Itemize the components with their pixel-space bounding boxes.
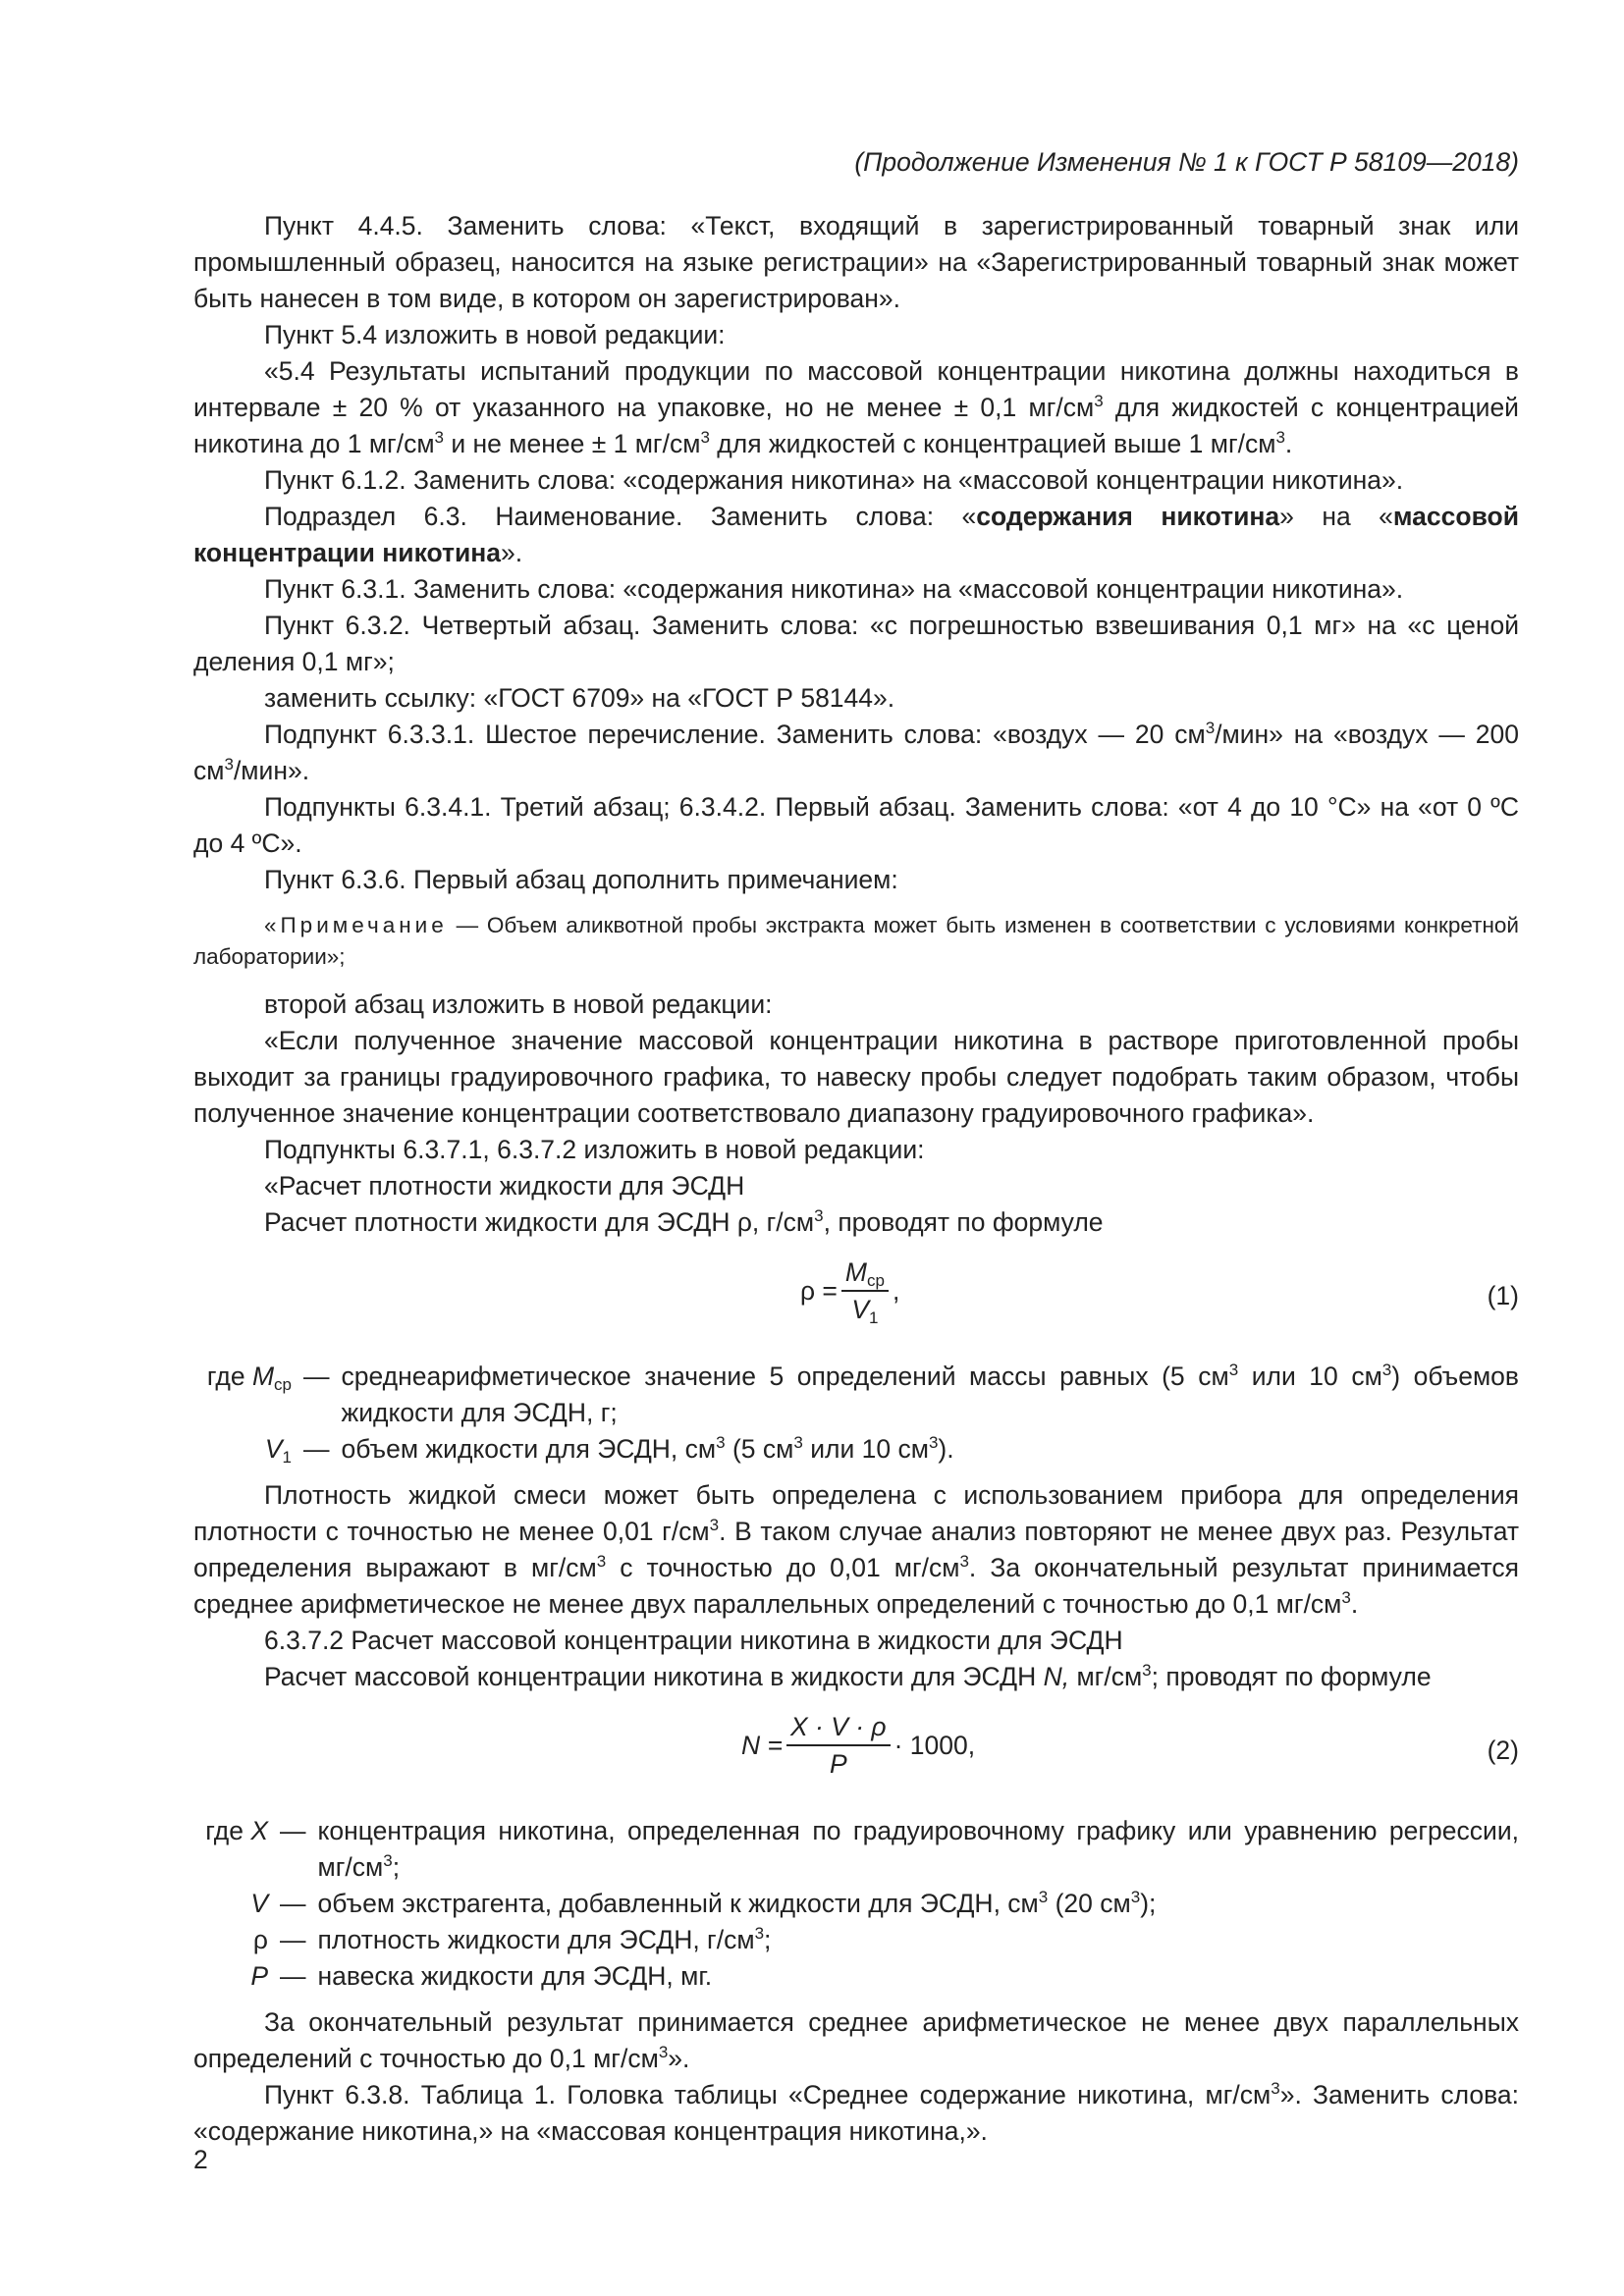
paragraph-concentration-intro: Расчет массовой концентрации никотина в жидкости для ЭСДН N, $мг/см^3$; проводят по формуле [264, 1661, 1432, 1691]
running-header: (Продолжение Изменения № 1 к ГОСТ Р 58109—2018) [854, 147, 1519, 177]
paragraph-final-result: За окончательный результат принимается среднее арифметическое не менее двух параллельных определений с точностью до 0,1 $мг/см^3$». [193, 2007, 1519, 2073]
formula-2-lhs: N = [741, 1730, 783, 1760]
formula-2-fraction: $\frac{X \cdot V \cdot \rho}{P}$ [786, 1711, 891, 1780]
paragraph-6-3-1: Пункт 6.3.1. Заменить слова: «содержания никотина» на «массовой концентрации никотина». [264, 574, 1404, 604]
formula-1-lhs: ρ = [800, 1275, 838, 1306]
paragraph-6-3-6: Пункт 6.3.6. Первый абзац дополнить примечанием: [264, 865, 898, 894]
page-number: 2 [193, 2145, 208, 2174]
where-1-row-1: где $M_{ср}$ — среднеарифметическое значение 5 определений массы равных (5 $см^3$ или 10 $см^3$) объемов жидкости для ЭСДН, г; [206, 1361, 1520, 1427]
paragraph-graduation: «Если полученное значение массовой концентрации никотина в растворе приготовленной пробы выходит за границы градуировочного графика, то навеску пробы следует подобрать таким образом, чтобы полученное значение концентрации соответствовало диапазону градуировочного графика». [193, 1026, 1519, 1128]
note-label: «Примечание [264, 913, 448, 937]
where-2-row-2: V — объем экстрагента, добавленный к жидкости для ЭСДН, $см^3$ (20 $см^3$); [250, 1888, 1157, 1918]
paragraph-6-3-title: Подраздел 6.3. Наименование. Заменить слова: «содержания никотина» на «массовой концентрации никотина». [193, 502, 1519, 567]
note-block [193, 910, 1519, 973]
paragraph-6-3-7-2-title: 6.3.7.2 Расчет массовой концентрации никотина в жидкости для ЭСДН [264, 1626, 1123, 1655]
where-2-row-4: P — навеска жидкости для ЭСДН, мг. [250, 1961, 713, 1991]
paragraph-6-3-2: Пункт 6.3.2. Четвертый абзац. Заменить слова: «с погрешностью взвешивания 0,1 мг» на «с ценой деления 0,1 мг»; [193, 611, 1519, 676]
where-1-row-2: $V_1$ — объем жидкости для ЭСДН, $см^3$ (5 $см^3$ или 10 $см^3$). [264, 1433, 954, 1467]
paragraph-density-intro: Расчет плотности жидкости для ЭСДН ρ, $г/см^3$, проводят по формуле [264, 1206, 1104, 1237]
paragraph-second-abzac: второй абзац изложить в новой редакции: [264, 989, 773, 1019]
where-2-row-3: ρ — плотность жидкости для ЭСДН, $г/см^3$; [252, 1924, 772, 1954]
paragraph-6-3-7-intro: Подпункты 6.3.7.1, 6.3.7.2 изложить в новой редакции: [264, 1135, 925, 1164]
paragraph-4-4-5: Пункт 4.4.5. Заменить слова: «Текст, входящий в зарегистрированный товарный знак или промышленный образец, наносится на языке регистрации» на «Зарегистрированный товарный знак может быть нанесен в том виде, в котором он зарегистрирован». [193, 211, 1519, 313]
formula-2: N = $\frac{X \cdot V \cdot \rho}{P}$ · 1000, (2) [741, 1712, 1519, 1779]
paragraph-density-title: «Расчет плотности жидкости для ЭСДН [264, 1171, 745, 1201]
note-text: — Объем аликвотной пробы экстракта может быть изменен в соответствии с условиями конкретной лаборатории»; [193, 913, 1519, 969]
where-2-row-1: где X — концентрация никотина, определенная по градуировочному графику или уравнению регрессии, $мг/см^3$; [205, 1816, 1519, 1882]
formula-1: ρ = $\frac{M_{ср}}{V_1}$ , (1) [800, 1257, 1519, 1327]
paragraph-5-4-intro: Пункт 5.4 изложить в новой редакции: [264, 320, 726, 349]
paragraph-6-3-8: Пункт 6.3.8. Таблица 1. Головка таблицы «Среднее содержание никотина, $мг/см^3$». Заменить слова: «содержание никотина,» на «массовая концентрация никотина,». [193, 2079, 1519, 2146]
paragraph-5-4-text: «5.4 Результаты испытаний продукции по массовой концентрации никотина должны находиться в интервале ± 20 % от указанного на упаковке, но не менее ± 0,1 $мг/см^3$ для жидкостей с концентрацией никотина до 1 $мг/см^3$ и не менее ± 1 $мг/см^3$ для жидкостей с концентрацией выше 1 $мг/см^3$. [193, 356, 1519, 458]
paragraph-density-device: Плотность жидкой смеси может быть определена с использованием прибора для определения плотности с точностью не менее 0,01 $г/см^3$. В таком случае анализ повторяют не менее двух раз. Результат определения выражают в $мг/см^3$ с точностью до 0,01 $мг/см^3$. За окончательный результат принимается среднее арифметическое не менее двух параллельных определений с точностью до 0,1 $мг/см^3$. [193, 1480, 1519, 1619]
paragraph-6-3-3-1: Подпункт 6.3.3.1. Шестое перечисление. Заменить слова: «воздух — 20 $см^3$/мин» на «воздух — 200 $см^3$/мин». [193, 719, 1519, 785]
formula-1-number: (1) [1487, 1281, 1519, 1310]
formula-1-fraction: $\frac{M_{ср}}{V_1}$ [841, 1256, 889, 1325]
document-body [193, 208, 1519, 2150]
paragraph-6-1-2: Пункт 6.1.2. Заменить слова: «содержания никотина» на «массовой концентрации никотина». [264, 465, 1404, 495]
paragraph-6-3-4: Подпункты 6.3.4.1. Третий абзац; 6.3.4.2. Первый абзац. Заменить слова: «от 4 до 10 °С» на «от 0 ºС до 4 ºС». [193, 792, 1519, 858]
formula-2-number: (2) [1487, 1735, 1519, 1765]
paragraph-reference-change: заменить ссылку: «ГОСТ 6709» на «ГОСТ Р 58144». [264, 683, 895, 713]
